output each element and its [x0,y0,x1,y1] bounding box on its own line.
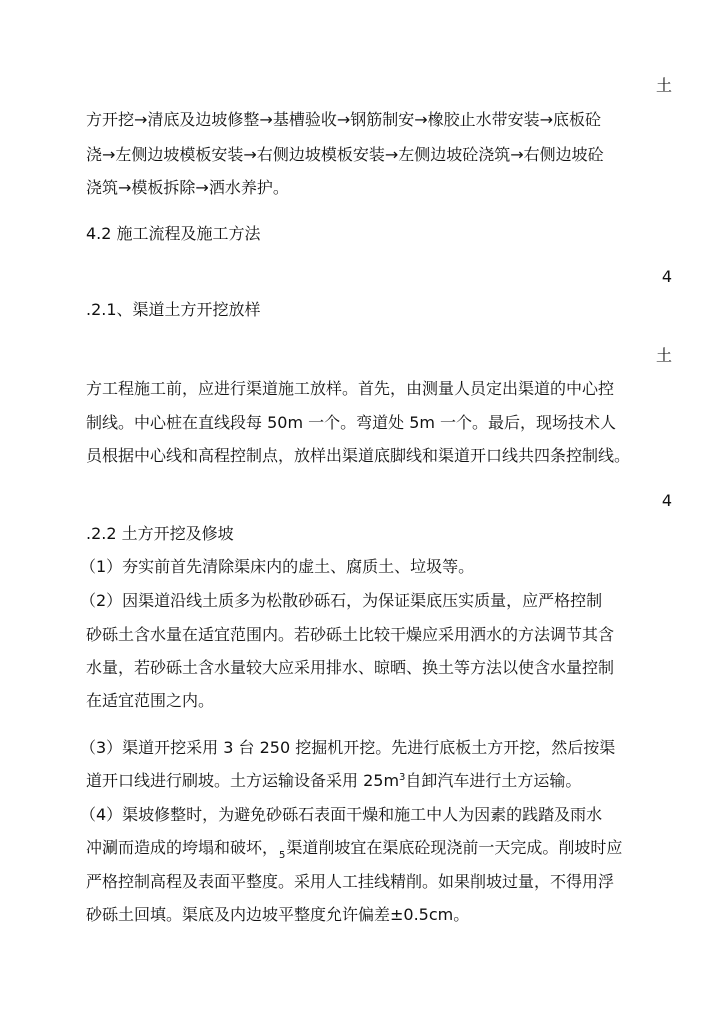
text-segment: 冲涮而造成的垮塌和破坏， [86,838,279,857]
superscript: 3 [399,772,406,783]
line-wrap-char: 4 [661,267,672,286]
list-item: （1）夯实前首先清除渠床内的虚土、腐质土、垃圾等。 [80,557,475,576]
text-line: 方开挖→清底及边坡修整→基槽验收→钢筋制安→橡胶止水带安装→底板砼 [86,110,602,129]
line-wrap-char: 土 [655,346,672,365]
text-line: 砂砾土含水量在适宜范围内。若砂砾土比较干燥应采用洒水的方法调节其含 [86,625,615,644]
subsection-heading: .2.2 土方开挖及修坡 [86,524,234,543]
text-line: 在适宜范围之内。 [86,691,215,710]
text-segment: 道开口线进行刷坡。土方运输设备采用 25m [86,771,400,790]
text-segment: 自卸汽车进行土方运输。 [405,771,582,790]
text-line: 砂砾土回填。渠底及内边坡平整度允许偏差±0.5cm。 [86,905,470,924]
text-line: 浇筑→模板拆除→洒水养护。 [86,178,289,197]
text-line: 方工程施工前，应进行渠道施工放样。首先，由测量人员定出渠道的中心控 [86,379,615,398]
page-number-mark: 5 [279,850,286,861]
list-item: （3）渠道开挖采用 3 台 250 挖掘机开挖。先进行底板土方开挖，然后按渠 [80,738,616,757]
text-line: 浇→左侧边坡模板安装→右侧边坡模板安装→左侧边坡砼浇筑→右侧边坡砼 [86,145,604,164]
text-line: 制线。中心桩在直线段每 50m 一个。弯道处 5m 一个。最后，现场技术人 [86,413,617,432]
subsection-heading: .2.1、渠道土方开挖放样 [86,300,261,319]
text-line: 水量，若砂砾土含水量较大应采用排水、晾晒、换土等方法以使含水量控制 [86,658,615,677]
list-item: （4）渠坡修整时，为避免砂砾石表面干燥和施工中人为因素的践踏及雨水 [80,805,603,824]
line-wrap-char: 4 [661,491,672,510]
text-line: 员根据中心线和高程控制点，放样出渠道底脚线和渠道开口线共四条控制线。 [86,446,631,465]
list-item: （2）因渠道沿线土质多为松散砂砾石，为保证渠底压实质量，应严格控制 [80,591,603,610]
line-wrap-char: 土 [655,76,672,95]
text-line [86,838,622,861]
text-segment: 渠道削坡宜在渠底砼现浇前一天完成。削坡时应 [286,838,623,857]
text-line: 严格控制高程及表面平整度。采用人工挂线精削。如果削坡过量，不得用浮 [86,872,615,891]
text-line [86,771,581,791]
section-heading: 4.2 施工流程及施工方法 [86,224,261,243]
